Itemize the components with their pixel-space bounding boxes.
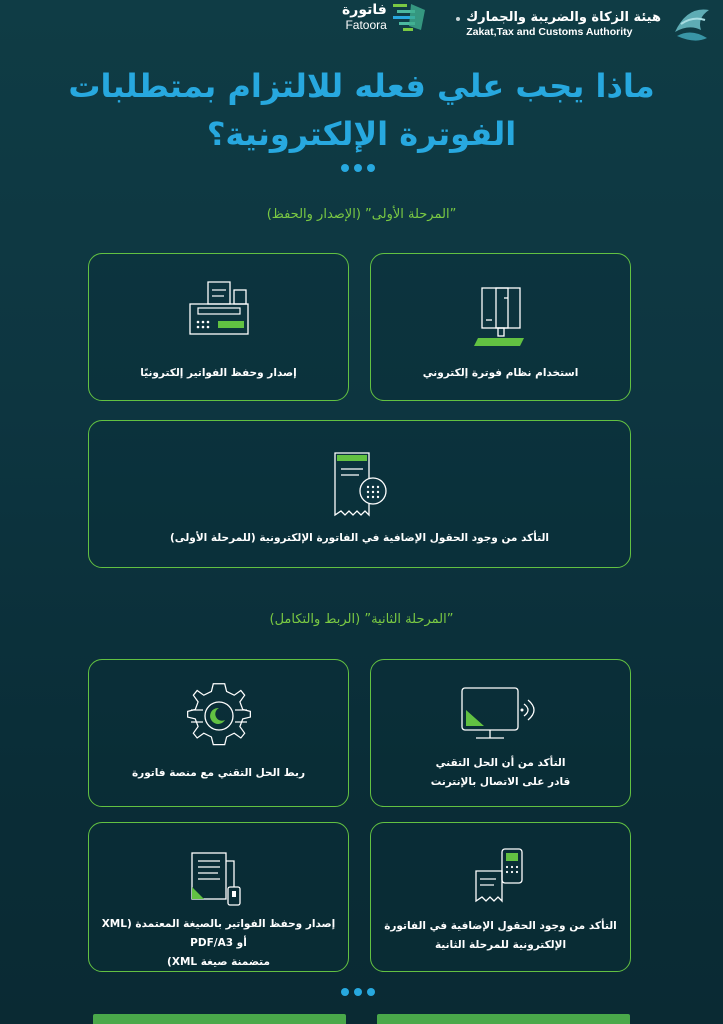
card-text-line2: الإلكترونية للمرحلة الثانية: [434, 939, 567, 951]
computer-icon: [470, 282, 532, 352]
card-phase1-additional-fields: [88, 420, 631, 568]
authority-name-en: Zakat,Tax and Customs Authority: [466, 25, 633, 38]
card-issue-store-invoices: [88, 253, 349, 401]
fatoora-name-ar: فاتورة: [342, 2, 387, 18]
dot: [354, 988, 362, 996]
receipt-icon: [325, 447, 395, 527]
dot: [354, 164, 362, 172]
card-text: ربط الحل التقني مع منصة فاتورة: [131, 767, 306, 779]
card-connect-fatoora-platform: [88, 659, 349, 807]
card-internet-connectivity: [370, 659, 631, 807]
phase1-heading: ”المرحلة الأولى” (الإصدار والحفظ): [266, 207, 457, 222]
card-issue-approved-format: [88, 822, 349, 972]
card-text: [381, 917, 620, 955]
card-text: إصدار وحفظ الفواتير إلكترونيًا: [140, 367, 297, 379]
printer-icon: [184, 278, 254, 352]
header: [0, 0, 723, 50]
fatoora-logo-icon: [389, 0, 431, 34]
card-text-line1: إصدار وحفظ الفواتير بالصيغة المعتمدة (XML أو PDF/A3: [101, 918, 336, 949]
card-text: [381, 754, 620, 792]
header-separator: [456, 17, 460, 21]
main-title-line1: ماذا يجب علي فعله للالتزام بمتطلبات: [68, 67, 655, 105]
phase2-heading: ”المرحلة الثانية” (الربط والتكامل): [269, 612, 454, 627]
bottom-banner-left: [93, 1014, 346, 1024]
zatca-brand: [466, 2, 715, 46]
dot: [367, 164, 375, 172]
monitor-wifi-icon: [456, 682, 546, 748]
card-text: [99, 915, 338, 972]
dots-divider-bottom: [341, 988, 375, 996]
card-electronic-invoicing-system: [370, 253, 631, 401]
card-text-line1: التأكد من وجود الحقول الإضافية في الفاتورة: [384, 920, 617, 932]
card-text: استخدام نظام فوترة إلكتروني: [422, 367, 579, 379]
fatoora-name-en: Fatoora: [345, 18, 387, 32]
card-phase2-additional-fields: [370, 822, 631, 972]
card-text-line1: التأكد من أن الحل التقني: [435, 757, 566, 769]
dot: [341, 164, 349, 172]
card-text-line2: قادر على الاتصال بالإنترنت: [430, 776, 571, 788]
dot: [341, 988, 349, 996]
card-text-line2: متضمنة صيغة XML): [167, 956, 270, 968]
main-title-line2: الفوترة الإلكترونية؟: [206, 115, 517, 153]
gear-circuit-icon: [181, 680, 257, 750]
document-usb-icon: [184, 847, 254, 913]
zatca-logo-icon: [667, 2, 715, 46]
authority-name-ar: هيئة الزكاة والضريبة والجمارك: [466, 9, 661, 25]
card-text: التأكد من وجود الحقول الإضافية في الفاتورة الإلكترونية (للمرحلة الأولى): [169, 532, 550, 544]
bottom-banner-right: [377, 1014, 630, 1024]
pos-terminal-icon: [466, 845, 536, 911]
fatoora-brand: [342, 0, 431, 34]
dots-divider-top: [341, 164, 375, 172]
dot: [367, 988, 375, 996]
main-title: [40, 62, 683, 158]
